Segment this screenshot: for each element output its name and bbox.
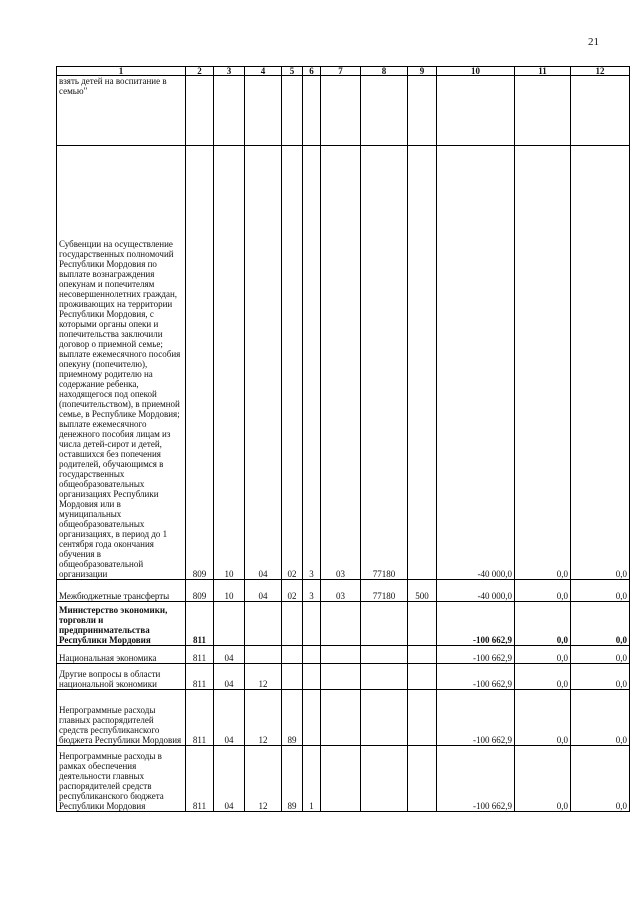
cell-section: 04 <box>214 664 245 690</box>
cell-event: 03 <box>321 146 361 580</box>
header-row <box>57 67 630 76</box>
cell-event: 03 <box>321 580 361 602</box>
cell-expense-type <box>408 746 437 812</box>
cell-subprogram <box>303 646 321 664</box>
cell-expense-type <box>408 146 437 580</box>
cell-amount: -100 662,9 <box>437 664 515 690</box>
table-row <box>57 146 630 580</box>
cell-amount-2: 0,0 <box>515 146 571 580</box>
table-row <box>57 76 630 146</box>
cell-direction <box>361 646 408 664</box>
cell-expense-type <box>408 646 437 664</box>
cell-amount-2: 0,0 <box>515 690 571 746</box>
cell-subsection: 12 <box>245 746 282 812</box>
cell-event <box>321 646 361 664</box>
cell-section <box>214 602 245 646</box>
header-cell: 6 <box>303 67 321 76</box>
header-cell: 2 <box>186 67 214 76</box>
header-cell: 4 <box>245 67 282 76</box>
cell-event <box>321 690 361 746</box>
cell-amount-2: 0,0 <box>515 746 571 812</box>
cell-amount-2: 0,0 <box>515 646 571 664</box>
cell-expense-type <box>408 690 437 746</box>
cell-program: 89 <box>282 690 303 746</box>
cell-ministry: 809 <box>186 580 214 602</box>
row-name: Министерство экономики, торговли и предпринимательства Республики Мордовия <box>57 602 186 646</box>
cell-section: 04 <box>214 646 245 664</box>
cell-direction <box>361 690 408 746</box>
cell-section: 10 <box>214 580 245 602</box>
cell-amount-3: 0,0 <box>571 602 630 646</box>
cell-ministry: 811 <box>186 690 214 746</box>
cell-direction: 77180 <box>361 146 408 580</box>
cell-amount-3: 0,0 <box>571 146 630 580</box>
table-row <box>57 746 630 812</box>
header-cell: 8 <box>361 67 408 76</box>
cell-subsection <box>245 646 282 664</box>
cell-amount: -100 662,9 <box>437 746 515 812</box>
row-name: Межбюджетные трансферты <box>57 580 186 602</box>
cell-subsection: 04 <box>245 146 282 580</box>
cell-event <box>321 746 361 812</box>
cell-amount: -100 662,9 <box>437 690 515 746</box>
cell-section: 10 <box>214 146 245 580</box>
cell-direction <box>361 602 408 646</box>
cell-subsection: 12 <box>245 664 282 690</box>
budget-table <box>56 66 630 812</box>
header-cell: 1 <box>57 67 186 76</box>
cell-amount-3: 0,0 <box>571 580 630 602</box>
table-row <box>57 602 630 646</box>
table-row <box>57 646 630 664</box>
cell-program: 02 <box>282 146 303 580</box>
cell-event <box>321 664 361 690</box>
cell-expense-type <box>408 664 437 690</box>
cell-subprogram <box>303 690 321 746</box>
page-number: 21 <box>588 36 599 48</box>
cell-subprogram: 3 <box>303 580 321 602</box>
cell-section: 04 <box>214 746 245 812</box>
row-name: Непрограммные расходы главных распорядителей средств республиканского бюджета Республики Мордовия <box>57 690 186 746</box>
cell-ministry: 811 <box>186 664 214 690</box>
cell-ministry: 811 <box>186 746 214 812</box>
cell-subprogram <box>303 664 321 690</box>
cell-amount-2: 0,0 <box>515 602 571 646</box>
cell-amount: -100 662,9 <box>437 646 515 664</box>
cell-amount-2: 0,0 <box>515 580 571 602</box>
table-row <box>57 664 630 690</box>
header-cell: 9 <box>408 67 437 76</box>
row-name: Субвенции на осуществление государственных полномочий Республики Мордовия по выплате вознаграждения опекунам и попечителям несовершеннолетних граждан, проживающих на территории Республики Мордовия, с которыми органы опеки и попечительства заключили договор о приемной семье; выплате ежемесячного пособия опекуну (попечителю), приемному родителю на содержание ребенка, находящегося под опекой (попечительством), в приемной семье, в Республике Мордовия; выплате ежемесячного денежного пособия лицам из числа детей-сирот и детей, оставшихся без попечения родителей, обучающимся в государственных общеобразовательных организациях Республики Мордовия или в муниципальных общеобразовательных организациях, в период до 1 сентября года окончания обучения в общеобразовательной организации <box>57 146 186 580</box>
cell-amount-3: 0,0 <box>571 646 630 664</box>
cell-program <box>282 664 303 690</box>
cell-direction <box>361 664 408 690</box>
cell-amount: -40 000,0 <box>437 580 515 602</box>
cell-ministry: 811 <box>186 602 214 646</box>
row-name: Национальная экономика <box>57 646 186 664</box>
cell-expense-type: 500 <box>408 580 437 602</box>
cell-direction <box>361 746 408 812</box>
table-row <box>57 580 630 602</box>
cell-event <box>321 602 361 646</box>
cell-program: 89 <box>282 746 303 812</box>
cell-subsection <box>245 602 282 646</box>
cell-amount: -40 000,0 <box>437 146 515 580</box>
cell-subprogram: 3 <box>303 146 321 580</box>
cell-ministry: 811 <box>186 646 214 664</box>
cell-amount-3: 0,0 <box>571 690 630 746</box>
cell-program <box>282 602 303 646</box>
cell-amount-3: 0,0 <box>571 664 630 690</box>
cell-expense-type <box>408 602 437 646</box>
cell-amount-3: 0,0 <box>571 746 630 812</box>
cell-amount: -100 662,9 <box>437 602 515 646</box>
row-name: взять детей на воспитание в семью" <box>57 76 186 146</box>
header-cell: 10 <box>437 67 515 76</box>
row-name: Другие вопросы в области национальной экономики <box>57 664 186 690</box>
header-cell: 12 <box>571 67 630 76</box>
cell-section: 04 <box>214 690 245 746</box>
header-cell: 11 <box>515 67 571 76</box>
cell-program <box>282 646 303 664</box>
header-cell: 7 <box>321 67 361 76</box>
cell-program: 02 <box>282 580 303 602</box>
cell-direction: 77180 <box>361 580 408 602</box>
header-cell: 3 <box>214 67 245 76</box>
table-row <box>57 690 630 746</box>
cell-subsection: 04 <box>245 580 282 602</box>
header-cell: 5 <box>282 67 303 76</box>
cell-subprogram <box>303 602 321 646</box>
cell-amount-2: 0,0 <box>515 664 571 690</box>
cell-ministry: 809 <box>186 146 214 580</box>
row-name: Непрограммные расходы в рамках обеспечения деятельности главных распорядителей средств республиканского бюджета Республики Мордовия <box>57 746 186 812</box>
cell-subprogram: 1 <box>303 746 321 812</box>
cell-subsection: 12 <box>245 690 282 746</box>
